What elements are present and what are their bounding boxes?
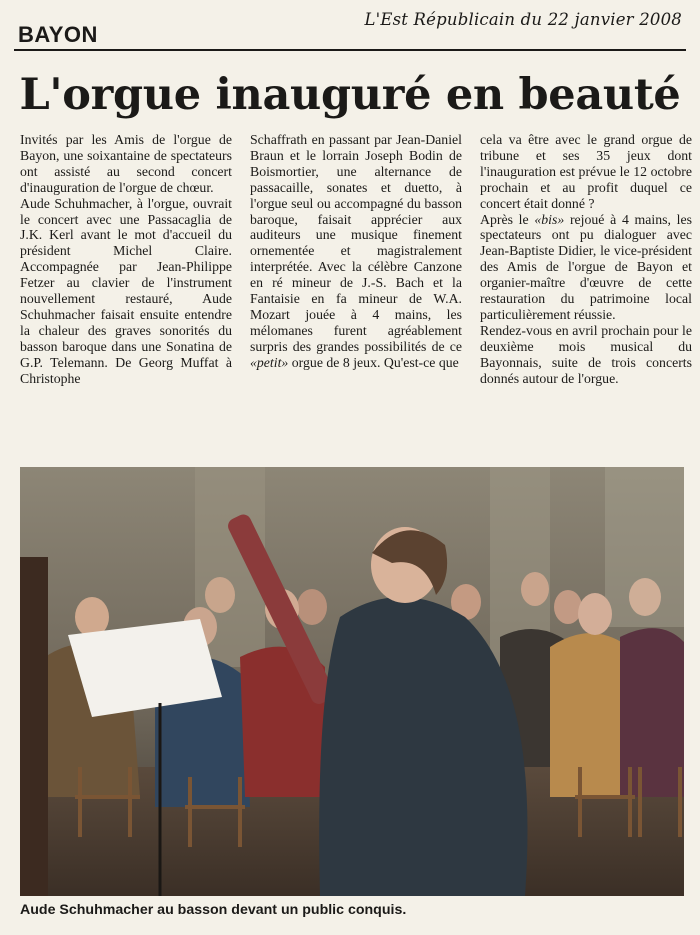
masthead — [14, 6, 686, 50]
emphasis: «bis» — [534, 211, 565, 227]
source-line: L'Est Républicain du 22 janvier 2008 — [364, 10, 682, 29]
text-run: rejoué à 4 mains, les spectateurs ont pu dialoguer avec Jean-Baptiste Didier, le vice-président des Amis de l'orgue de Bayon et organier-maître d'œuvre de cette restauration du patrimoine local particulièrement réussie. — [480, 211, 692, 322]
article-column-2 — [250, 132, 462, 454]
paragraph — [250, 132, 462, 371]
paragraph: Rendez-vous en avril prochain pour le deuxième mois musical du Bayonnais, suite de trois concerts donnés autour de l'orgue. — [480, 322, 692, 386]
paragraph — [480, 212, 692, 323]
photo-caption: Aude Schuhmacher au basson devant un public conquis. — [20, 902, 407, 918]
header-rule — [14, 49, 686, 51]
section-title: BAYON — [18, 22, 98, 47]
emphasis: «petit» — [250, 354, 289, 370]
paragraph: Invités par les Amis de l'orgue de Bayon, une soixantaine de spectateurs ont assisté au second concert d'inauguration de l'orgue de chœur. — [20, 132, 232, 195]
article-column-3 — [480, 132, 692, 454]
text-run: Schaffrath en passant par Jean-Daniel Braun et le lorrain Joseph Bodin de Boismortier, une alternance de passacaille, sonates et duetto, à l'orgue seul ou accompagné du basson baroque, faisait apprécier aux auditeurs une musique finement ornementée et magistralement interprétée. Avec la célèbre Canzone en ré mineur de J.-S. Bach et la Fantaisie en fa mineur de W.A. Mozart jouée à 4 mains, les mélomanes furent agréablement surpris des grandes possibilités de ce — [250, 132, 462, 354]
concert-photo-illustration — [20, 467, 684, 896]
paragraph: cela va être avec le grand orgue de tribune et ses 35 jeux dont l'inauguration est prévue le 12 octobre prochain et au profit duquel ce concert était donné ? — [480, 132, 692, 211]
text-run: orgue de 8 jeux. Qu'est-ce que — [288, 354, 459, 370]
article-body — [20, 132, 692, 454]
headline: L'orgue inauguré en beauté — [19, 70, 681, 120]
text-run: Après le — [480, 211, 535, 227]
concert-photo — [20, 467, 684, 896]
paragraph: Aude Schuhmacher, à l'orgue, ouvrait le concert avec une Passacaglia de J.K. Kerl avant le mot d'accueil du président Michel Claire. Accompagnée par Jean-Philippe Fetzer au clavier de l'instrument nouvellement restauré, Aude Schuhmacher faisait ensuite entendre la chaleur des graves sonorités du basson baroque dans une Sonatina de G.P. Telemann. De Georg Muffat à Christophe — [20, 195, 232, 386]
article-column-1 — [20, 132, 232, 454]
